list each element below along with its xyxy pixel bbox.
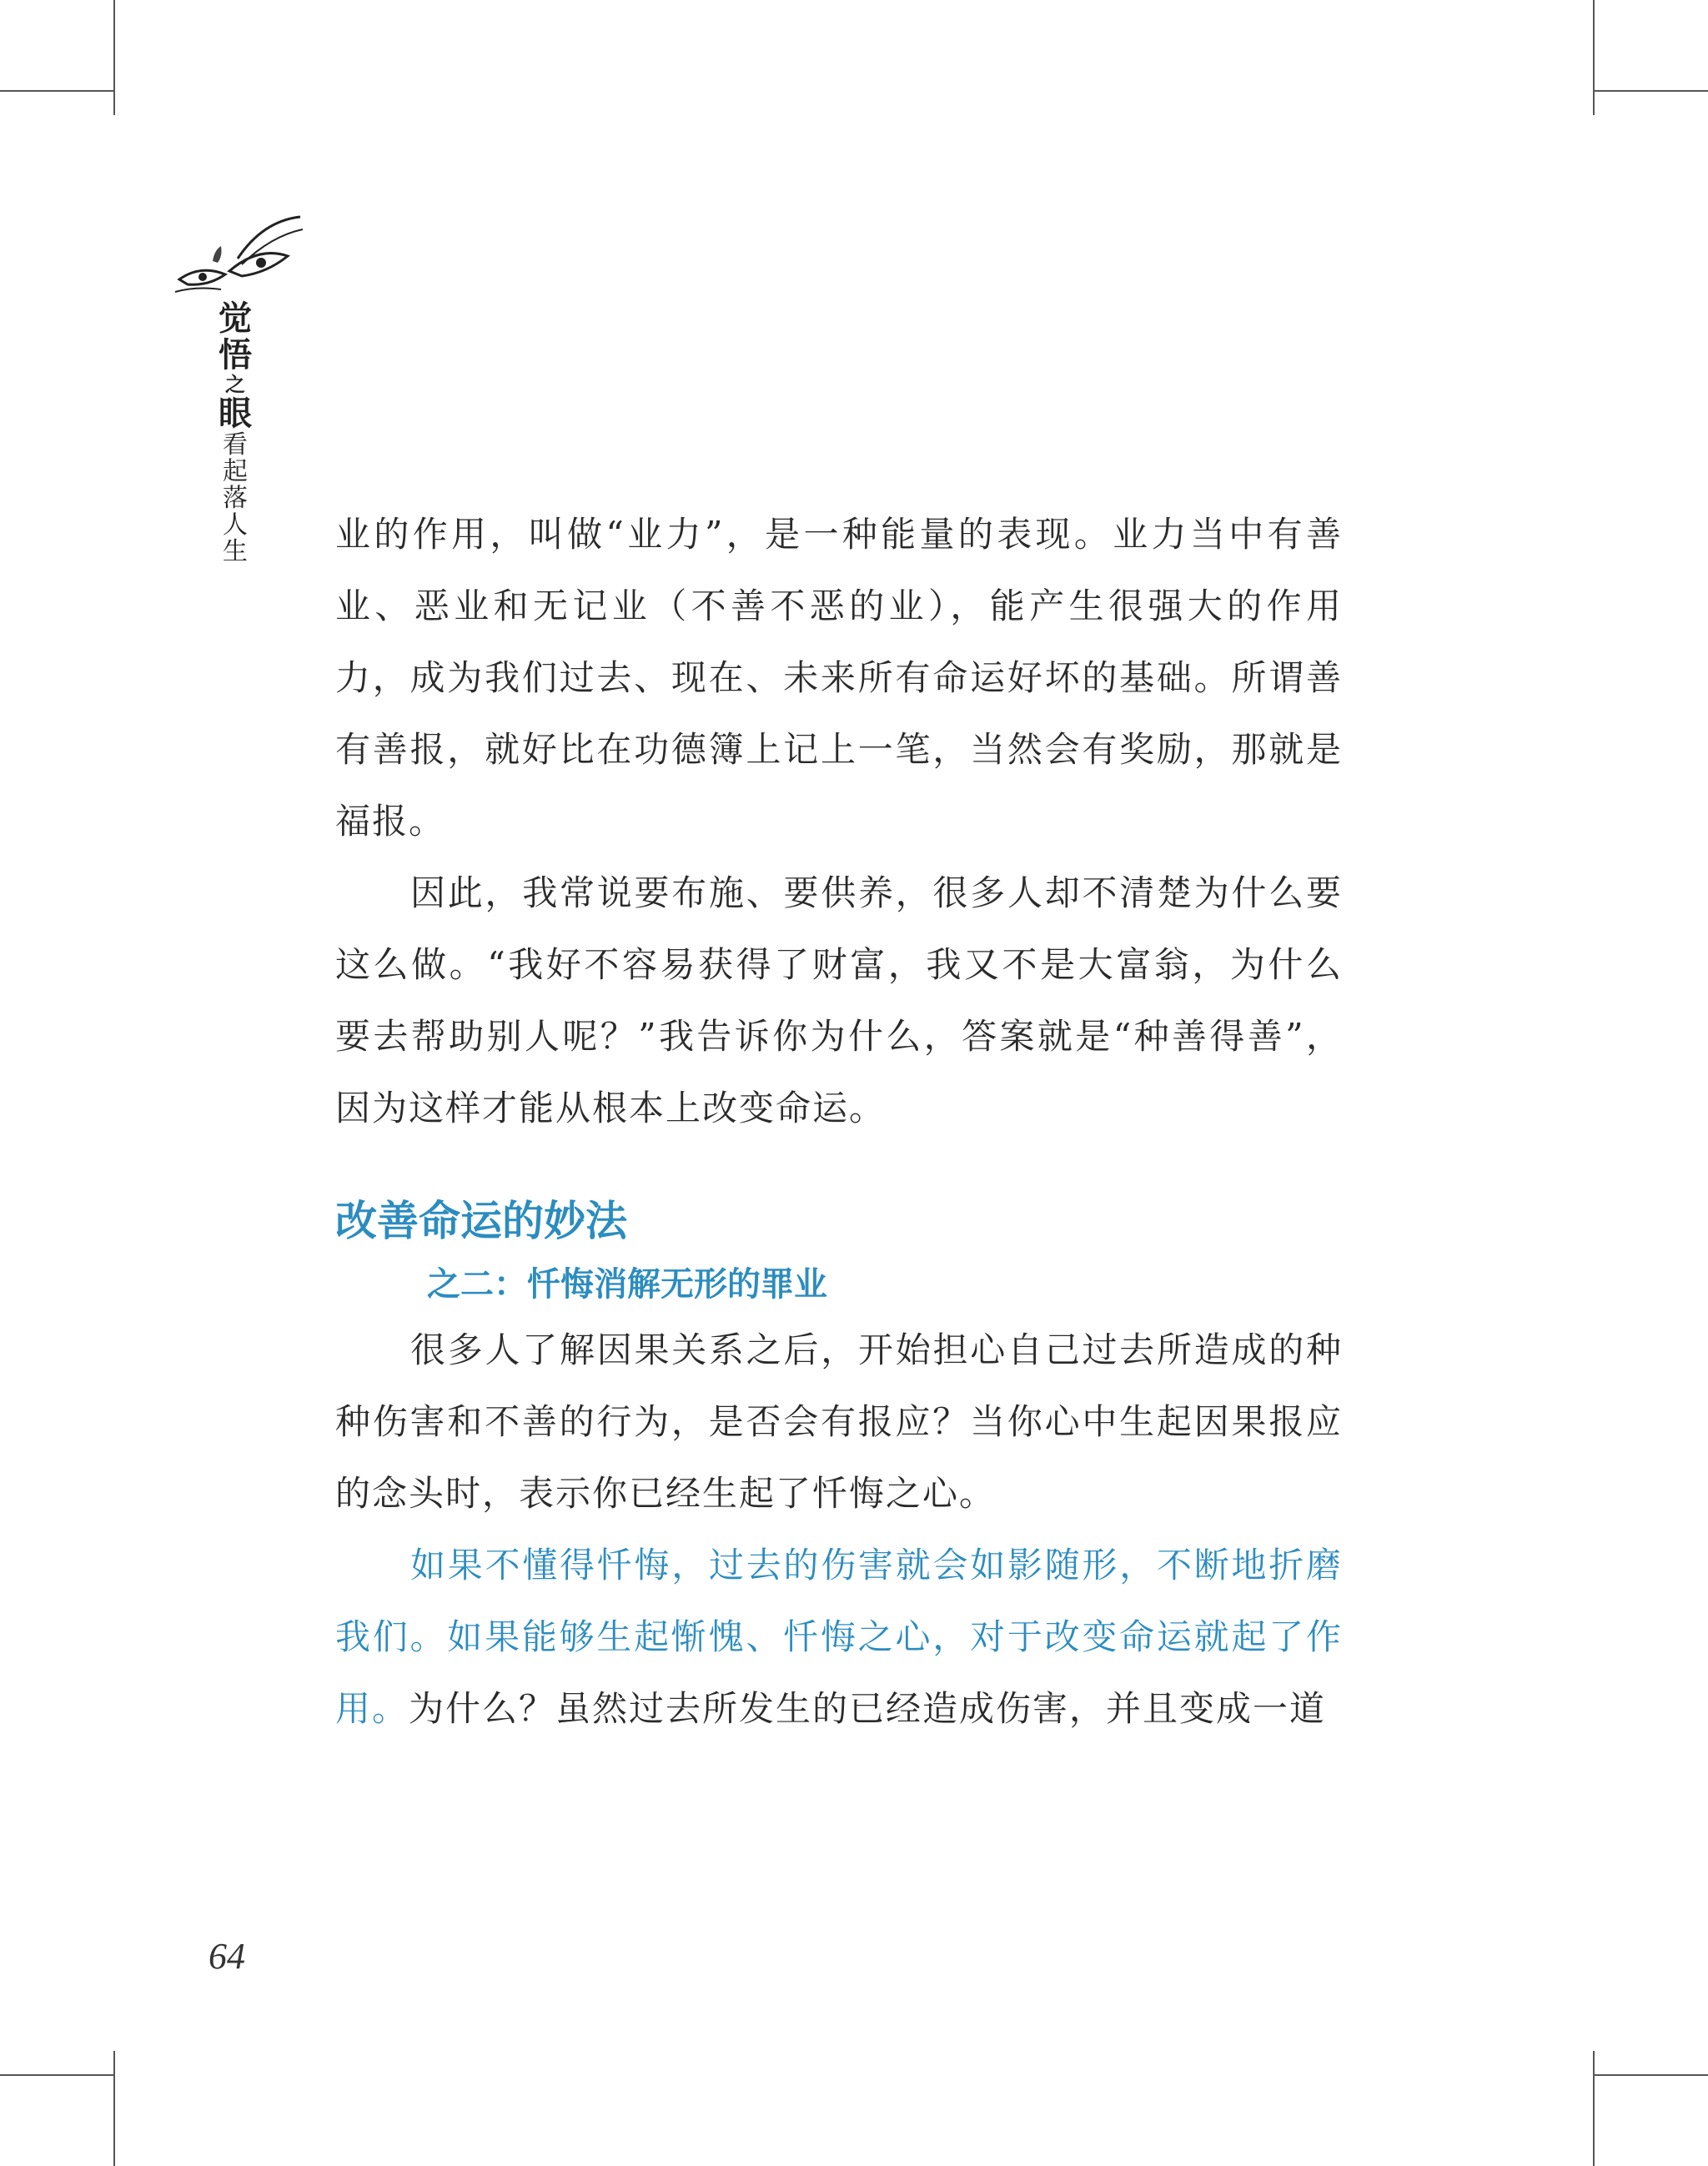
series-subtitle-char: 看 (223, 430, 248, 460)
page-body (335, 499, 1343, 1745)
series-subtitle-char: 人 (223, 510, 248, 540)
paragraph-text: 为什么？虽然过去所发生的已经造成伤害，并且变成一道 (409, 1688, 1327, 1729)
section-subheading: 之二：忏悔消解无形的罪业 (427, 1265, 827, 1304)
page-number: 64 (208, 1936, 245, 1977)
paragraph: 业的作用，叫做“业力”，是一种能量的表现。业力当中有善业、恶业和无记业（不善不恶的业），能产生很强大的作用力，成为我们过去、现在、未来所有命运好坏的基础。所谓善有善报，就好比在功德簿上记上一笔，当然会有奖励，那就是福报。 (335, 514, 1343, 842)
eyes-logo-icon (163, 213, 304, 304)
section-heading: 改善命运的妙法 (335, 1197, 627, 1245)
paragraph (335, 1530, 1343, 1745)
highlighted-text: 如果不懂得忏悔，过去的伤害就会如影随形，不断地折磨我们。如果能够生起惭愧、忏悔之心，对于改变命运就起了作用。 (335, 1545, 1343, 1729)
series-title-char: 觉 (219, 299, 252, 338)
series-title-char: 之 (225, 373, 245, 396)
paragraph: 因此，我常说要布施、要供养，很多人却不清楚为什么要这么做。“我好不容易获得了财富，我又不是大富翁，为什么要去帮助别人呢？”我告诉你为什么，答案就是“种善得善”，因为这样才能从根本上改变命运。 (335, 872, 1343, 1128)
series-subtitle-char: 生 (223, 537, 248, 566)
series-subtitle-char: 起 (223, 457, 248, 486)
paragraph: 很多人了解因果关系之后，开始担心自己过去所造成的种种伤害和不善的行为，是否会有报应？当你心中生起因果报应的念头时，表示你已经生起了忏悔之心。 (335, 1329, 1343, 1514)
series-title (210, 300, 260, 565)
series-title-char: 眼 (219, 395, 252, 433)
series-title-char: 悟 (219, 336, 252, 374)
series-subtitle-char: 落 (223, 484, 248, 513)
